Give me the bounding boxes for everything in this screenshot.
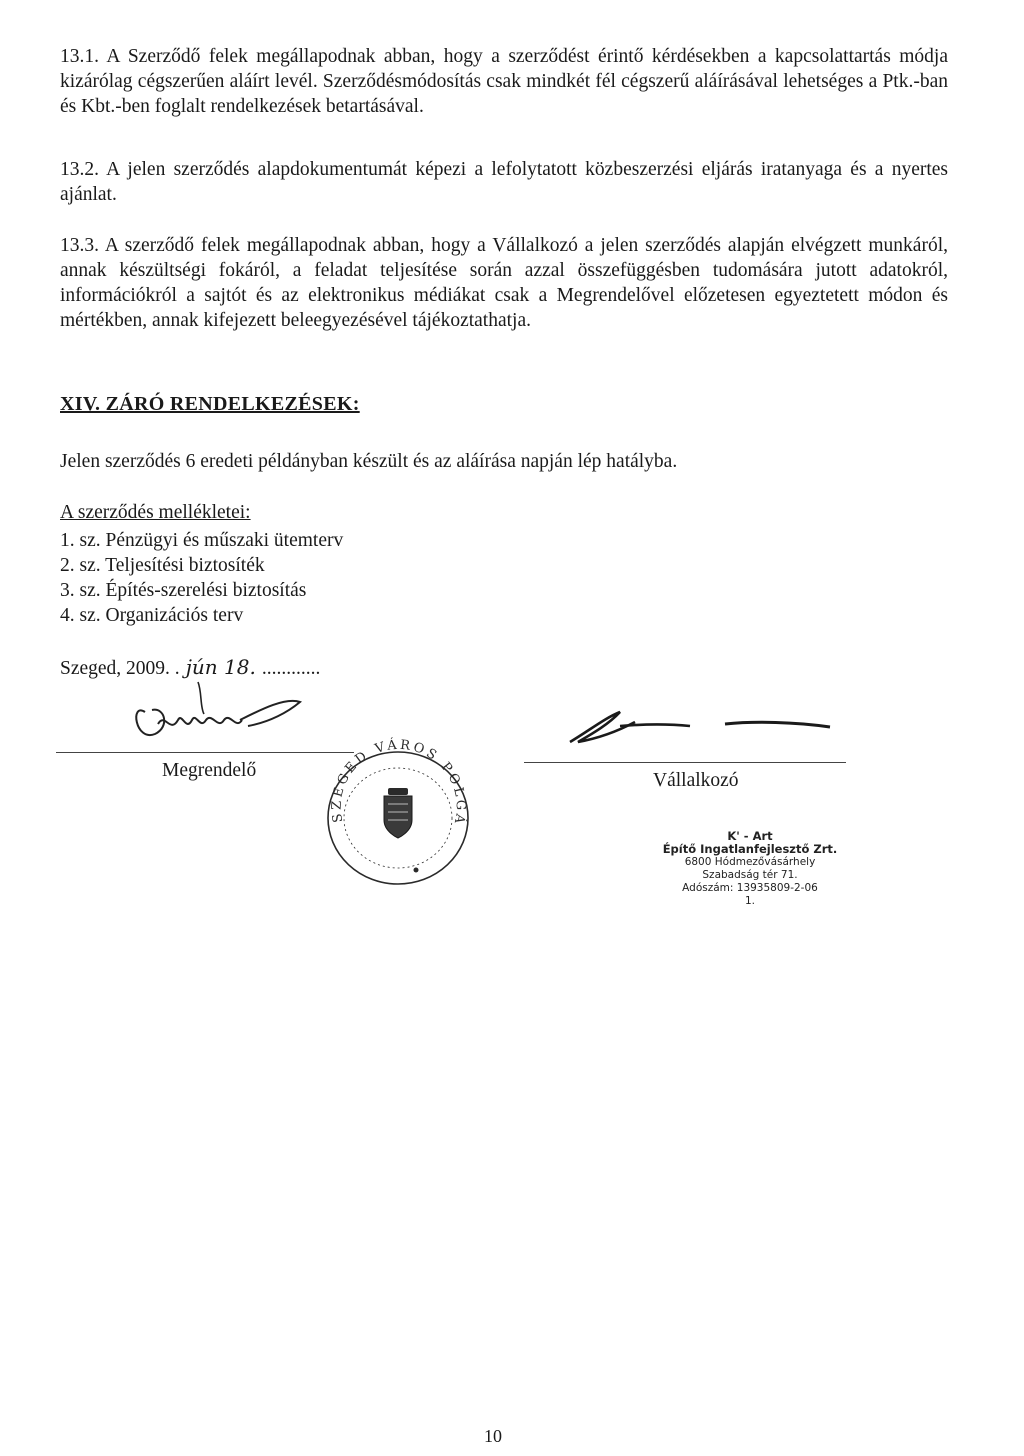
page-number: 10 xyxy=(484,1426,502,1446)
handwritten-date: jún 18. xyxy=(185,655,256,679)
stamp-line-1: K' - Art xyxy=(727,829,773,843)
date-dots: ............ xyxy=(261,658,321,679)
paragraph-13-3: 13.3. A szerződő felek megállapodnak abban, hogy a Vállalkozó a jelen szerződés alapján elvégzett munkáról, annak készültségi fokáról, a feladat teljesítése során azzal összefüggésben tudomására jutott adatokról, információkról a sajtót és az elektronikus médiákat csak a Megrendelővel előzetesen egyeztetett módon és mértékben, annak kifejezett beleegyezésével tájékoztathatja. xyxy=(60,235,948,331)
client-label: Megrendelő xyxy=(162,760,257,781)
paragraph-13-1: 13.1. A Szerződő felek megállapodnak abban, hogy a szerződést érintő kérdésekben a kapcsolattartás módja kizárólag cégszerűen aláírt levél. Szerződésmódosítás csak mindkét fél cégszerű aláírásával lehetséges a Ptk.-ban és Kbt.-ben foglalt rendelkezések betartásával. xyxy=(60,46,948,117)
contractor-signature xyxy=(560,700,840,750)
stamp-line-4: Szabadság tér 71. xyxy=(702,869,798,881)
effect-statement: Jelen szerződés 6 eredeti példányban készült és az aláírása napján lép hatályba. xyxy=(60,451,678,472)
stamp-line-2: Építő Ingatlanfejlesztő Zrt. xyxy=(662,842,838,856)
place-date-text: Szeged, 2009. . xyxy=(60,658,180,679)
contractor-label: Vállalkozó xyxy=(653,770,739,791)
section-heading: XIV. ZÁRÓ RENDELKEZÉSEK: xyxy=(60,393,360,415)
attachment-item: 2. sz. Teljesítési biztosíték xyxy=(60,555,265,576)
attachment-item: 3. sz. Építés-szerelési biztosítás xyxy=(60,580,307,601)
stamp-line-6: 1. xyxy=(744,895,756,907)
paragraph-13-2: 13.2. A jelen szerződés alapdokumentumát képezi a lefolytatott közbeszerzési eljárás iratanyaga és a nyertes ajánlat. xyxy=(60,159,948,205)
client-signature-line xyxy=(56,752,354,753)
city-mayor-seal xyxy=(303,727,482,888)
attachment-item: 4. sz. Organizációs terv xyxy=(60,605,244,626)
contractor-signature-line xyxy=(524,762,846,763)
attachments-list xyxy=(60,528,343,628)
seal-ring-text: SZEGED VÁROS POLGÁRMESTERE xyxy=(303,727,468,828)
attachments-title: A szerződés mellékletei: xyxy=(60,502,251,523)
contractor-company-stamp xyxy=(630,830,870,908)
stamp-line-5: Adószám: 13935809-2-06 xyxy=(682,882,818,894)
attachment-item: 1. sz. Pénzügyi és műszaki ütemterv xyxy=(60,530,344,551)
stamp-line-3: 6800 Hódmezővásárhely xyxy=(684,856,816,868)
client-signature xyxy=(120,672,320,752)
